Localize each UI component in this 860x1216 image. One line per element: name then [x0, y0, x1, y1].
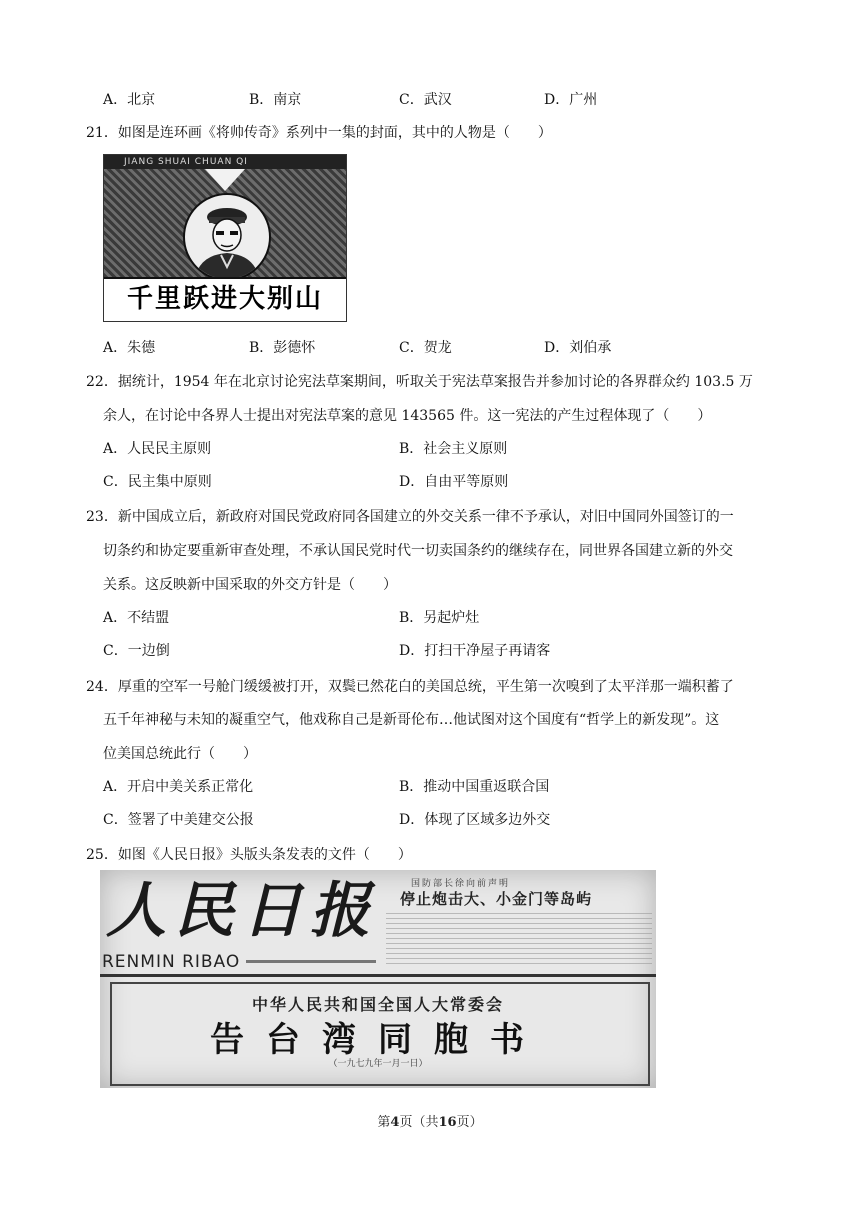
q23-stem-line1: 23．新中国成立后，新政府对国民党政府同各国建立的外交关系一律不予承认，对旧中国同外国签订的一 — [86, 509, 734, 525]
q25-stem: 25．如图《人民日报》头版头条发表的文件（ ） — [86, 847, 412, 863]
q24-stem-line1: 24．厚重的空军一号舱门缓缓被打开，双鬓已然花白的美国总统，平生第一次嗅到了太平洋那一端积蓄了 — [86, 679, 734, 695]
footer-prefix: 第 — [377, 1115, 391, 1130]
masthead-rule — [100, 974, 656, 977]
q24-option-c: C．签署了中美建交公报 — [103, 812, 254, 828]
q21-stem: 21．如图是连环画《将帅传奇》系列中一集的封面，其中的人物是（ ） — [86, 125, 552, 141]
headline-date: （一九七九年一月一日） — [328, 1059, 428, 1069]
q24-stem-line2: 五千年神秘与未知的凝重空气，他戏称自己是新哥伦布…他试图对这个国度有“哲学上的新发现”。这 — [103, 712, 720, 728]
cover-title: 千里跃进大别山 — [126, 284, 323, 314]
q23-option-c: C．一边倒 — [103, 643, 170, 659]
q20-option-d: D．广州 — [544, 92, 598, 108]
cover-top-strip: JIANG SHUAI CHUAN QI — [104, 155, 346, 169]
cover-triangle-marker — [205, 169, 245, 191]
newspaper-pinyin: RENMIN RIBAO — [102, 952, 241, 972]
side-article-columns — [386, 910, 652, 964]
q23-option-a: A．不结盟 — [103, 610, 170, 626]
masthead-info-line — [246, 960, 376, 963]
footer-total-pages: 16 — [438, 1115, 457, 1130]
general-portrait — [183, 193, 271, 281]
q22-stem-line2: 余人，在讨论中各界人士提出对宪法草案的意见 143565 件。这一宪法的产生过程体现了（ ） — [103, 408, 712, 424]
q22-option-d: D．自由平等原则 — [399, 474, 509, 490]
q21-option-c: C．贺龙 — [399, 340, 452, 356]
q21-option-b: B．彭德怀 — [249, 340, 316, 356]
q21-option-d: D．刘伯承 — [544, 340, 612, 356]
newspaper-masthead: 人民日报 — [106, 876, 378, 946]
q24-option-d: D．体现了区域多边外交 — [399, 812, 551, 828]
q22-option-c: C．民主集中原则 — [103, 474, 212, 490]
footer-suffix: 页） — [456, 1115, 483, 1130]
q20-option-a: A．北京 — [103, 92, 156, 108]
q23-option-d: D．打扫干净屋子再请客 — [399, 643, 551, 659]
q24-option-b: B．推动中国重返联合国 — [399, 779, 550, 795]
q22-option-b: B．社会主义原则 — [399, 441, 508, 457]
q21-option-a: A．朱德 — [103, 340, 156, 356]
q25-newspaper-image — [100, 870, 656, 1088]
q24-option-a: A．开启中美关系正常化 — [103, 779, 254, 795]
footer-mid: 页（共 — [399, 1115, 439, 1130]
q24-stem-line3: 位美国总统此行（ ） — [103, 746, 257, 762]
q23-stem-line2: 切条约和协定要重新审查处理，不承认国民党时代一切卖国条约的继续存在，同世界各国建立新的外交 — [103, 543, 733, 559]
q22-stem-line1: 22．据统计，1954 年在北京讨论宪法草案期间，听取关于宪法草案报告并参加讨论的各界群众约 103.5 万 — [86, 374, 753, 390]
issuing-body: 中华人民共和国全国人大常委会 — [251, 995, 504, 1014]
q20-option-c: C．武汉 — [399, 92, 452, 108]
side-kicker: 国防部长徐向前声明 — [411, 879, 511, 889]
side-headline: 停止炮击大、小金门等岛屿 — [400, 890, 593, 908]
q21-comic-cover-image — [103, 154, 347, 322]
q22-option-a: A．人民民主原则 — [103, 441, 212, 457]
q23-option-b: B．另起炉灶 — [399, 610, 480, 626]
footer-page-number: 4 — [390, 1115, 400, 1130]
q20-option-b: B．南京 — [249, 92, 302, 108]
main-headline: 告台湾同胞书 — [210, 1020, 546, 1060]
q23-stem-line3: 关系。这反映新中国采取的外交方针是（ ） — [103, 577, 397, 593]
page-footer — [0, 1111, 860, 1130]
